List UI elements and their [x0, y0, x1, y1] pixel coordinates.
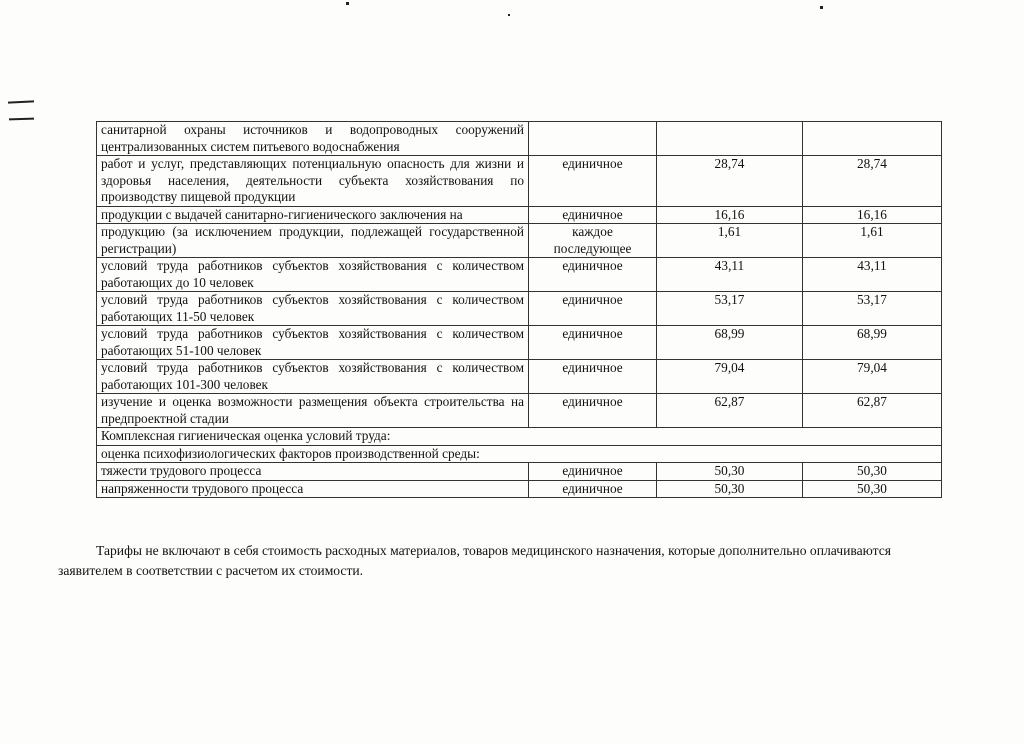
tariff-value-cell: 50,30	[803, 480, 942, 498]
section-heading-cell: Комплексная гигиеническая оценка условий труда:	[97, 428, 942, 446]
table-row	[97, 326, 942, 360]
tariff-value-cell: 62,87	[657, 394, 803, 428]
table-row	[97, 463, 942, 481]
tariff-value-cell: 28,74	[803, 156, 942, 207]
measurement-unit-cell: единичное	[529, 360, 657, 394]
tariff-value-cell: 50,30	[657, 480, 803, 498]
table-row	[97, 292, 942, 326]
service-description-cell: продукцию (за исключением продукции, подлежащей государственной регистрации)	[97, 224, 529, 258]
table-row	[97, 122, 942, 156]
tariff-value-cell: 53,17	[803, 292, 942, 326]
service-description-cell: условий труда работников субъектов хозяйствования с количеством работающих до 10 человек	[97, 258, 529, 292]
table-row	[97, 428, 942, 446]
tariff-value-cell: 1,61	[803, 224, 942, 258]
service-description-cell: условий труда работников субъектов хозяйствования с количеством работающих 51-100 человек	[97, 326, 529, 360]
tariff-value-cell: 68,99	[657, 326, 803, 360]
tariff-value-cell: 16,16	[657, 206, 803, 224]
table-row	[97, 445, 942, 463]
table-row	[97, 394, 942, 428]
table-row	[97, 480, 942, 498]
measurement-unit-cell	[529, 122, 657, 156]
table-row	[97, 258, 942, 292]
scan-mark	[508, 14, 510, 16]
scan-mark	[9, 118, 34, 121]
tariff-value-cell: 43,11	[803, 258, 942, 292]
tariff-value-cell: 79,04	[803, 360, 942, 394]
tariff-value-cell: 50,30	[803, 463, 942, 481]
section-heading-cell: оценка психофизиологических факторов производственной среды:	[97, 445, 942, 463]
scan-mark	[820, 6, 823, 9]
service-description-cell: продукции с выдачей санитарно-гигиенического заключения на	[97, 206, 529, 224]
tariff-value-cell: 28,74	[657, 156, 803, 207]
service-description-cell: работ и услуг, представляющих потенциальную опасность для жизни и здоровья населения, деятельности субъекта хозяйствования по производству пищевой продукции	[97, 156, 529, 207]
service-description-cell: изучение и оценка возможности размещения объекта строительства на предпроектной стадии	[97, 394, 529, 428]
footnote: Тарифы не включают в себя стоимость расходных материалов, товаров медицинского назначения, которые дополнительно оплачиваются заявителем в соответствии с расчетом их стоимости.	[58, 542, 891, 578]
tariff-value-cell: 16,16	[803, 206, 942, 224]
tariff-value-cell: 43,11	[657, 258, 803, 292]
measurement-unit-cell: каждое последующее	[529, 224, 657, 258]
table-row	[97, 224, 942, 258]
measurement-unit-cell: единичное	[529, 326, 657, 360]
service-description-cell: условий труда работников субъектов хозяйствования с количеством работающих 101-300 человек	[97, 360, 529, 394]
measurement-unit-cell: единичное	[529, 258, 657, 292]
tariff-value-cell	[657, 122, 803, 156]
tariff-value-cell: 53,17	[657, 292, 803, 326]
service-description-cell: санитарной охраны источников и водопроводных сооружений централизованных систем питьевого водоснабжения	[97, 122, 529, 156]
measurement-unit-cell: единичное	[529, 480, 657, 498]
table-row	[97, 360, 942, 394]
tariff-value-cell: 50,30	[657, 463, 803, 481]
scan-mark	[8, 100, 34, 103]
measurement-unit-cell: единичное	[529, 206, 657, 224]
table-row	[97, 206, 942, 224]
service-description-cell: условий труда работников субъектов хозяйствования с количеством работающих 11-50 человек	[97, 292, 529, 326]
table-row	[97, 156, 942, 207]
scan-mark	[346, 2, 349, 5]
tariff-value-cell: 79,04	[657, 360, 803, 394]
measurement-unit-cell: единичное	[529, 463, 657, 481]
tariff-value-cell: 62,87	[803, 394, 942, 428]
measurement-unit-cell: единичное	[529, 394, 657, 428]
measurement-unit-cell: единичное	[529, 292, 657, 326]
measurement-unit-cell: единичное	[529, 156, 657, 207]
tariff-value-cell: 1,61	[657, 224, 803, 258]
service-description-cell: напряженности трудового процесса	[97, 480, 529, 498]
service-description-cell: тяжести трудового процесса	[97, 463, 529, 481]
tariff-value-cell	[803, 122, 942, 156]
tariff-value-cell: 68,99	[803, 326, 942, 360]
tariff-table	[96, 121, 942, 498]
